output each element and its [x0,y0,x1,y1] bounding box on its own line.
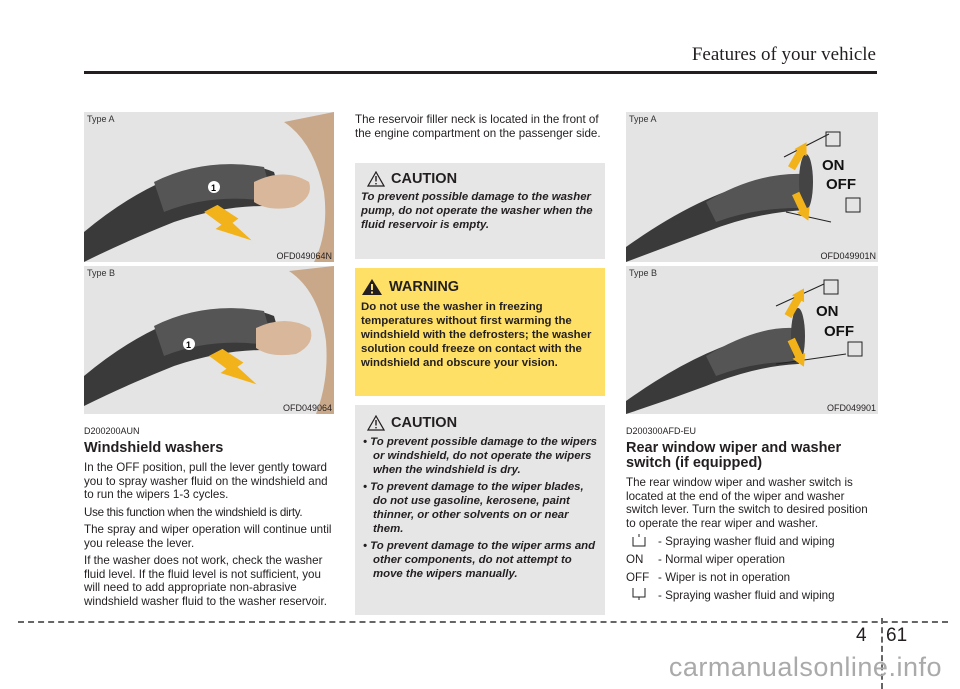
figure-code: OFD049064N [276,251,332,261]
mode-text: - Wiper is not in operation [658,571,791,584]
page-number: 61 [886,625,908,646]
on-label: ON [816,303,839,320]
figure-code: OFD049901 [826,403,876,413]
paragraph: If the washer does not work, check the washer fluid level. If the fluid level is not sufficient, you will need to add appropriate non-abrasive windshield washer fluid to the washer reservoir. [84,554,327,608]
mode-text: - Normal wiper operation [658,553,785,566]
figure-washer-lever-type-a [84,112,334,262]
figure-type-label: Type B [87,268,116,278]
intro-paragraph: The reservoir filler neck is located in the front of the engine compartment on the passenger side. [355,113,601,140]
on-label: ON [822,157,845,174]
caution-body: To prevent possible damage to the washer pump, do not operate the washer when the fluid reservoir is empty. [361,191,593,231]
warning-title: WARNING [389,279,460,295]
paragraph: In the OFF position, pull the lever gently toward you to spray washer fluid on the windshield and to run the wipers 1-3 cycles. [84,461,328,501]
section-heading: Windshield washers [84,440,224,456]
caution-triangle-icon [367,415,385,431]
caution-bullet: • To prevent possible damage to the wipers or windshield, do not operate the wipers when the windshield is dry. [363,436,597,476]
caution-bullet-text: To prevent damage to the wiper arms and other components, do not attempt to move the wipers manually. [370,540,596,580]
caution-box-2 [355,405,605,615]
caution-triangle-icon [367,171,385,187]
svg-text:1: 1 [211,183,217,193]
mode-item [626,569,878,587]
off-label: OFF [824,323,854,340]
right-column [626,112,878,605]
mode-item [626,587,878,605]
off-label: OFF [826,176,856,193]
section-code: D200200AUN [84,426,140,436]
caution-box-1 [355,163,605,259]
washer-icon [626,533,658,551]
warning-triangle-icon [361,278,383,296]
warning-body: Do not use the washer in freezing temperatures without first warming the windshield with the defrosters; the washer solution could freeze on contact with the windshield and obscure your vision. [361,301,592,369]
washer-icon [626,587,658,605]
header-rule [84,71,877,74]
mode-list [626,533,878,605]
caution-bullet: • To prevent damage to the wiper arms and other components, do not attempt to move the wipers manually. [363,540,596,580]
mode-item [626,533,878,551]
caution-title: CAUTION [391,415,458,431]
paragraph: The spray and wiper operation will continue until you release the lever. [84,523,332,550]
mode-item [626,551,878,569]
figure-code: OFD049064 [282,403,332,413]
figure-rear-wiper-type-b [626,266,878,414]
watermark: carmanualsonline.info [668,652,942,682]
paragraph: The rear window wiper and washer switch is located at the end of the wiper and washer switch lever. Turn the switch to desired position to operate the rear wiper and washer. [626,476,868,530]
caution-bullet-text: To prevent possible damage to the wipers or windshield, do not operate the wipers when the windshield is dry. [370,436,597,476]
figure-code: OFD049901N [820,251,876,261]
caution-bullet: • To prevent damage to the wiper blades, do not use gasoline, kerosene, paint thinner, or other solvents on or near them. [363,481,584,535]
mode-text: - Spraying washer fluid and wiping [658,535,835,548]
mode-label: OFF [626,571,650,584]
paragraph: Use this function when the windshield is dirty. [84,505,303,519]
footer-divider [18,621,948,623]
figure-rear-wiper-type-a [626,112,878,262]
section-code: D200300AFD-EU [626,426,697,436]
header-title: Features of your vehicle [691,44,876,65]
caution-bullet-text: To prevent damage to the wiper blades, do not use gasoline, kerosene, paint thinner, or other solvents on or near them. [370,481,584,535]
svg-text:1: 1 [186,340,192,350]
caution-title: CAUTION [391,171,458,187]
chapter-number: 4 [856,625,867,646]
figure-washer-lever-type-b [84,266,334,414]
warning-box [355,268,605,396]
mode-label: ON [626,553,644,566]
figure-type-label: Type A [629,114,657,124]
figure-type-label: Type B [629,268,658,278]
figure-type-label: Type A [87,114,115,124]
section-heading: Rear window wiper and washer switch (if equipped) [626,440,842,471]
left-column [84,112,334,608]
mode-text: - Spraying washer fluid and wiping [658,589,835,602]
